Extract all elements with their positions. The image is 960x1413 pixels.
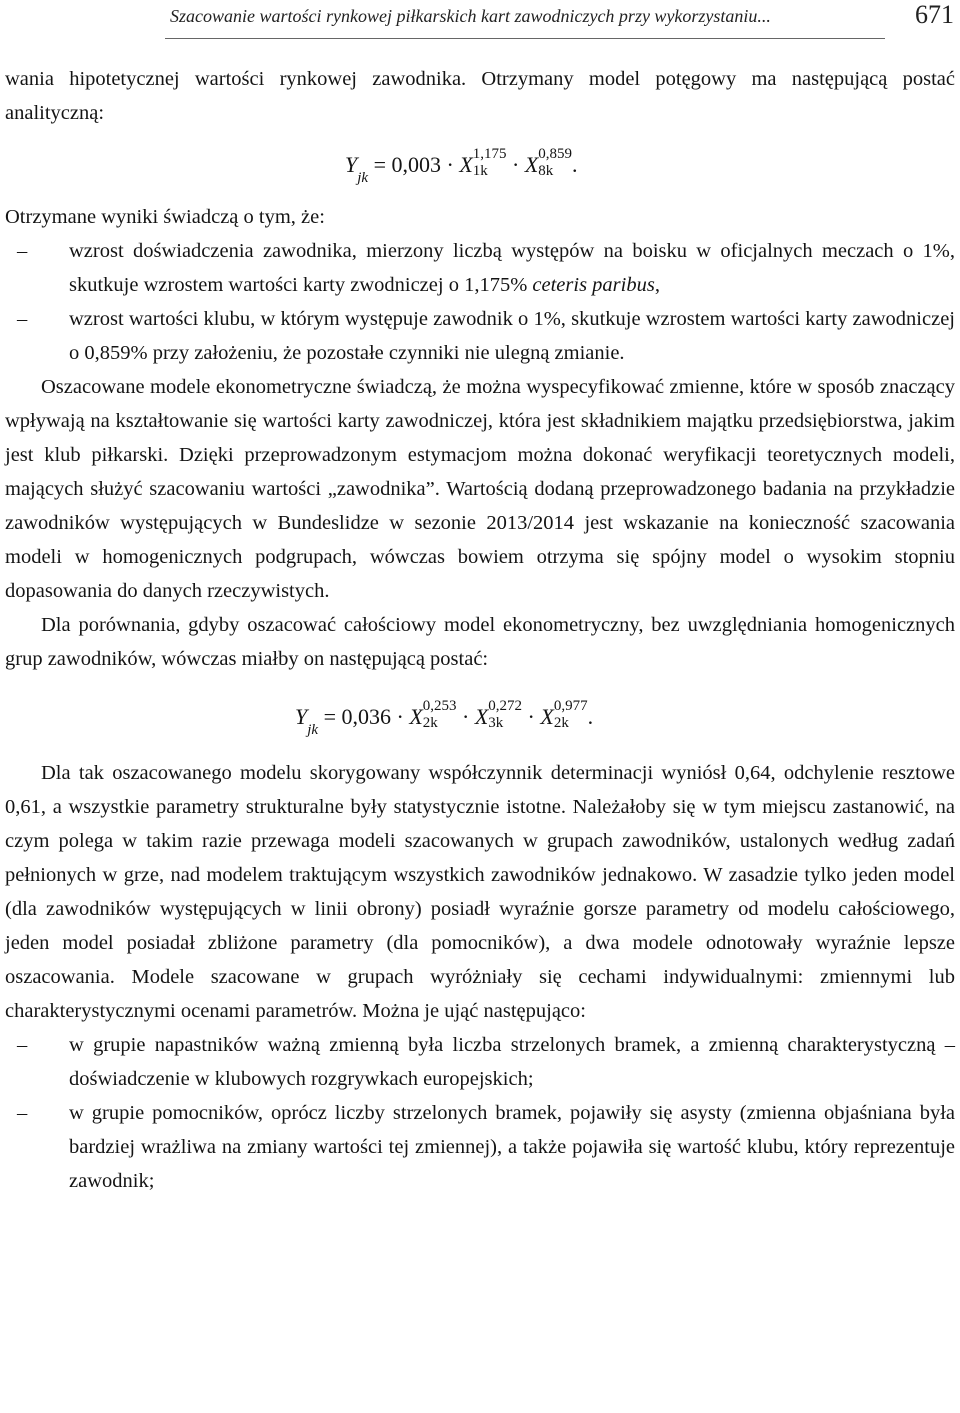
paragraph-1: wania hipotetycznej wartości rynkowej zawodnika. Otrzymany model potęgowy ma następującą postać analityczną: [5,68,955,124]
list-item: – w grupie pomocników, oprócz liczby strzelonych bramek, pojawiły się asysty (zmienna objaśniana była bardziej wrażliwa na zmiany wartości tej zmiennej), a także pojawiła się wartość klubu, który reprezentuje zawodnik; [5,1096,955,1198]
running-header [0,0,960,44]
list-item: – wzrost doświadczenia zawodnika, mierzony liczbą występów na boisku w oficjalnych meczach o 1%, skutkuje wzrostem wartości karty zwodniczej o 1,175% ceteris paribus, [5,234,955,302]
list-item: – wzrost wartości klubu, w którym występuje zawodnik o 1%, skutkuje wzrostem wartości karty zawodniczej o 0,859% przy założeniu, że pozostałe czynniki nie ulegną zmianie. [5,302,955,370]
paragraph-4: Dla porównania, gdyby oszacować całościowy model ekonometryczny, bez uwzględniania homogenicznych grup zawodników, wówczas miałby on następującą postać: [5,614,955,670]
paragraph-3: Oszacowane modele ekonometryczne świadczą, że można wyspecyfikować zmienne, które w sposób znaczący wpływają na kształtowanie się wartości karty zawodniczej, która jest składnikiem majątku przedsiębiorstwa, jakim jest klub piłkarski. Dzięki przeprowadzonym estymacjom można dokonać weryfikacji teoretycznych modeli, mających służyć szacowaniu wartości „zawodnika”. Wartością dodaną przeprowadzonego badania na przykładzie zawodników występujących w Bundeslidze w sezonie 2013/2014 jest wskazanie na konieczność szacowania modeli w homogenicznych podgrupach, wówczas bowiem otrzyma się spójny model o wysokim stopniu dopasowania do danych rzeczywistych. [5,376,955,602]
running-title: Szacowanie wartości rynkowej piłkarskich kart zawodniczych przy wykorzystaniu... [170,6,771,26]
formula-1: $Y_{jk} = 0,003 \cdot X^{1,175}$ 1k · X$^{0,859}$ 8k . [345,146,578,186]
group-list [5,1028,955,1198]
page-number: 671 [915,0,954,29]
paragraph-2: Otrzymane wyniki świadczą o tym, że: [5,206,325,228]
header-rule [165,38,885,39]
list-item: – w grupie napastników ważną zmienną była liczba strzelonych bramek, a zmienną charakterystyczną – doświadczenie w klubowych rozgrywkach europejskich; [5,1028,955,1096]
result-list [5,234,955,370]
formula-2: $Y_{jk} = 0,036 \cdot X^{0,253}$ 2k · X$^{0,272}$ 3k · X$^{0,977}$ 2k . [295,698,594,738]
paragraph-5: Dla tak oszacowanego modelu skorygowany współczynnik determinacji wyniósł 0,64, odchylenie resztowe 0,61, a wszystkie parametry strukturalne były statystycznie istotne. Należałoby się w tym miejscu zastanowić, na czym polega w takim razie przewaga modeli szacowanych w grupach zawodników, ustalonych według zadań pełnionych w grze, nad modelem traktującym wszystkich zawodników jednakowo. W zasadzie tylko jeden model (dla zawodników występujących w linii obrony) posiadł wyraźnie gorsze parametry od modelu całościowego, jeden model posiadał zbliżone parametry (dla pomocników), a dwa modele odnotowały wyraźnie lepsze oszacowania. Modele szacowane w grupach wyróżniały się cechami indywidualnymi: zmiennymi lub charakterystycznymi ocenami parametrów. Można je ująć następująco: [5,762,955,1022]
page-body [5,62,955,1198]
